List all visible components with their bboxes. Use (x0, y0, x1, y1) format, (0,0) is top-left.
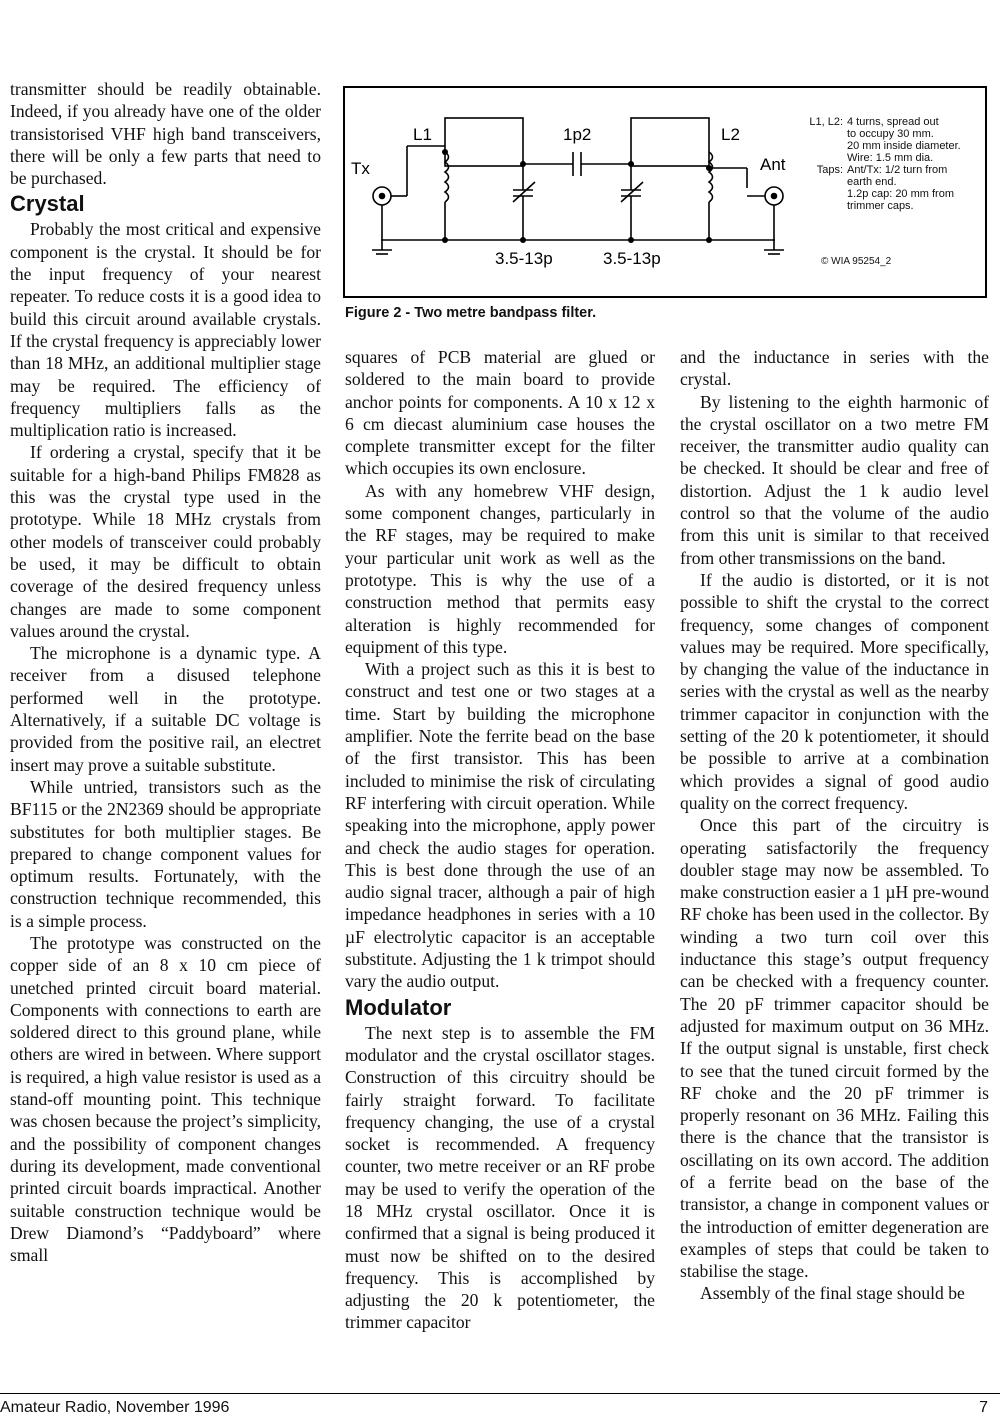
paragraph: The next step is to assemble the FM modulator and the crystal oscillator stages. Construction of this circuitry should be fairly straight forward. To facilitate frequency changing, the use of a crystal socket is recommended. A frequency counter, two metre receiver or an RF probe may be used to verify the operation of the 18 MHz crystal oscillator. Once it is confirmed that a signal is being produced it must now be shifted on to the desired frequency. This is accomplished by adjusting the 20 k potentiometer, the trimmer capacitor (345, 1022, 655, 1333)
note-row (801, 176, 961, 188)
figure-copyright: © WIA 95254_2 (821, 256, 892, 267)
paragraph: As with any homebrew VHF design, some component changes, particularly in the RF stages, may be required to make your particular unit work as well as the prototype. This is why the use of a construction method that permits easy alteration is highly recommended for equipment of this type. (345, 480, 655, 657)
note-row (801, 188, 961, 200)
footer-publication: Amateur Radio, November 1996 (0, 1399, 230, 1416)
note-text: Ant/Tx: 1/2 turn from (847, 164, 948, 176)
page-number: 7 (979, 1399, 988, 1416)
paragraph: Once this part of the circuitry is operating satisfactorily the frequency doubler stage may now be assembled. To make construction easier a 1 µH pre-wound RF choke has been used in the collector. By winding a two turn coil over this inductance this stage’s output frequency can be checked with a frequency counter. The 20 pF trimmer capacitor should be adjusted for maximum output on 36 MHz. If the output signal is unstable, first check to see that the tuned circuit formed by the RF choke and the 20 pF trimmer is properly resonant on 36 MHz. Failing this there is the chance that the transistor is oscillating on its own accord. The addition of a ferrite bead on the base of the transistor, a change in component values or the introduction of emitter degeneration are examples of steps that could be taken to stabilise the stage. (680, 815, 989, 1282)
note-text: 20 mm inside diameter. (847, 140, 961, 152)
label-cap: 1p2 (563, 125, 592, 144)
footer-rule (0, 1393, 1000, 1394)
label-trimmer-1: 3.5-13p (495, 249, 553, 268)
note-text: 4 turns, spread out (847, 116, 939, 128)
note-label: L1, L2: (809, 116, 843, 128)
section-heading: Modulator (345, 994, 452, 1020)
note-label (801, 200, 847, 212)
paragraph: Probably the most critical and expensive component is the crystal. It should be for the input frequency of your nearest repeater. To reduce costs it is a good idea to build this circuit around available crystals. If the crystal frequency is appreciably lower than 18 MHz, an additional multiplier stage may be required. The efficiency of frequency multipliers falls as the multiplication ratio is increased. (10, 219, 321, 441)
label-l1: L1 (413, 125, 432, 144)
paragraph: The microphone is a dynamic type. A receiver from a disused telephone performed well in the prototype. Alternatively, if a suitable DC voltage is provided from the positive rail, an electret insert may prove a suitable substitute. (10, 643, 321, 775)
note-row (801, 200, 961, 212)
note-label (801, 176, 847, 188)
section-heading: Crystal (10, 191, 85, 217)
note-text: to occupy 30 mm. (847, 128, 934, 140)
note-row (801, 152, 961, 164)
paragraph: squares of PCB material are glued or soldered to the main board to provide anchor points for components. A 10 x 12 x 6 cm diecast aluminium case houses the complete transmitter except for the filter which occupies its own enclosure. (345, 347, 655, 479)
figure-bandpass-filter (343, 86, 987, 298)
figure-notes (801, 116, 961, 212)
label-l2: L2 (721, 125, 740, 144)
paragraph: With a project such as this it is best to construct and test one or two stages at a time. Start by building the microphone amplifier. Note the ferrite bead on the base of the first transistor. This has been included to minimise the risk of circulating RF interfering with circuit operation. While speaking into the microphone, apply power and check the audio stages for operation. This is best done through the use of an audio signal tracer, although a pair of high impedance headphones in series with a 10 µF electrolytic capacitor is an acceptable substitute. Adjusting the 1 k trimpot should vary the audio output. (345, 659, 655, 992)
paragraph: transmitter should be readily obtainable. Indeed, if you already have one of the older transistorised VHF high band transceivers, there will be only a few parts that need to be purchased. (10, 79, 321, 189)
l2-loop (631, 118, 709, 166)
label-ant: Ant (760, 155, 786, 174)
note-row (801, 164, 961, 176)
l1-loop (445, 118, 523, 166)
note-label: Taps: (816, 164, 843, 176)
label-trimmer-2: 3.5-13p (603, 249, 661, 268)
note-text: trimmer caps. (847, 200, 914, 212)
note-label (801, 128, 847, 140)
paragraph: By listening to the eighth harmonic of the crystal oscillator on a two metre FM receiver, the transmitter audio quality can be checked. It should be clear and free of distortion. Adjust the 1 k audio level control so that the volume of the audio from this unit is similar to that received from other transmissions on the band. (680, 391, 989, 568)
paragraph: While untried, transistors such as the BF115 or the 2N2369 should be appropriate substitutes for both multiplier stages. Be prepared to change component values for optimum results. Fortunately, with the construction technique recommended, this is a simple process. (10, 776, 321, 931)
note-row (801, 128, 961, 140)
article-column-2 (345, 346, 655, 1334)
note-label (801, 140, 847, 152)
paragraph: The prototype was constructed on the copper side of an 8 x 10 cm piece of unetched printed circuit board material. Components with connections to earth are soldered direct to this ground plane, while others are wired in between. Where support is required, a high value resistor is used as a stand-off mounting point. This technique was chosen because the project’s simplicity, and the possibility of component changes during its development, made conventional printed circuit boards impractical. Another suitable construction technique would be Drew Diamond’s “Paddyboard” where small (10, 932, 321, 1266)
paragraph: and the inductance in series with the crystal. (680, 347, 989, 390)
article-column-3 (680, 346, 989, 1305)
label-tx: Tx (351, 159, 370, 178)
note-row (801, 116, 961, 128)
paragraph: If the audio is distorted, or it is not possible to shift the crystal to the correct frequency, some changes of component values may be required. More specifically, by changing the value of the inductance in series with the crystal as well as the nearby trimmer capacitor in conjunction with the setting of the 20 k potentiometer, it should be possible to arrive at a combination which provides a signal of good audio quality on the correct frequency. (680, 569, 989, 813)
article-column-1 (10, 78, 321, 1266)
paragraph: Assembly of the final stage should be (700, 1283, 965, 1304)
note-label (801, 152, 847, 164)
note-text: Wire: 1.5 mm dia. (847, 152, 934, 164)
note-text: 1.2p cap: 20 mm from (847, 188, 954, 200)
note-label (801, 188, 847, 200)
note-text: earth end. (847, 176, 897, 188)
figure-caption: Figure 2 - Two metre bandpass filter. (345, 305, 597, 321)
note-row (801, 140, 961, 152)
paragraph: If ordering a crystal, specify that it be suitable for a high-band Philips FM828 as this was the crystal type used in the prototype. While 18 MHz crystals from other models of transceiver could probably be used, it may be difficult to obtain coverage of the desired frequency unless changes are made to some component values around the crystal. (10, 442, 321, 641)
